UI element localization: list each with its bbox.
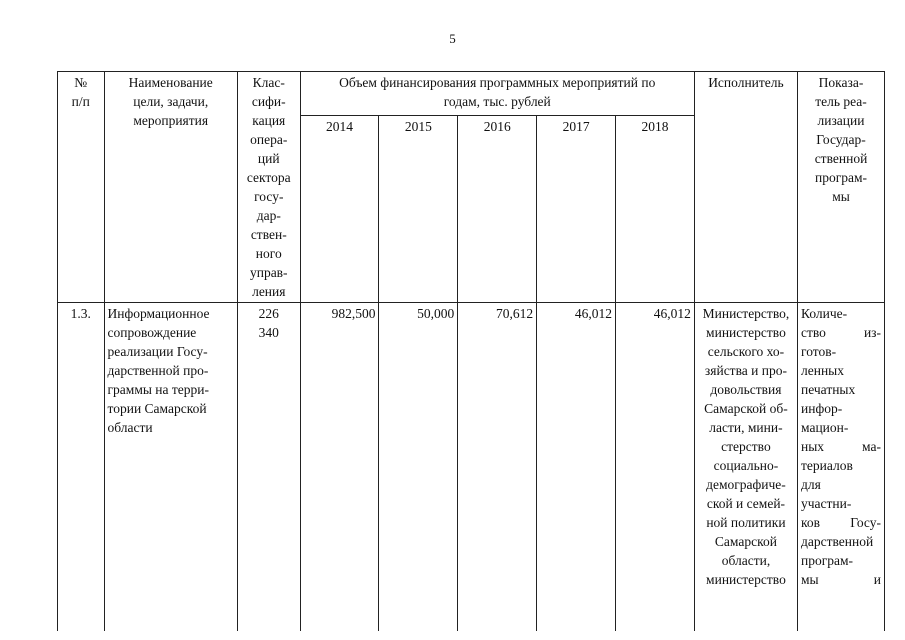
- year-2014: 2014: [300, 116, 379, 303]
- header-classification: Клас- сифи- кация опера- ций сектора госу- дар- ствен- ного управ- ления: [237, 72, 300, 303]
- year-2018: 2018: [615, 116, 694, 303]
- row-class-codes: 226 340: [237, 303, 300, 632]
- table-row: [58, 303, 885, 632]
- year-2016: 2016: [458, 116, 537, 303]
- header-indicator: Показа- тель реа- лизации Государ- ственной програм- мы: [798, 72, 885, 303]
- header-financing: Объем финансирования программных мероприятий по годам, тыс. рублей: [300, 72, 694, 116]
- year-2017: 2017: [537, 116, 616, 303]
- header-number: № п/п: [58, 72, 105, 303]
- value-2017: 46,012: [537, 303, 616, 632]
- page-number: 5: [449, 31, 456, 46]
- value-2015: 50,000: [379, 303, 458, 632]
- header-row-top: [58, 72, 885, 116]
- program-table: [57, 71, 885, 631]
- value-2014: 982,500: [300, 303, 379, 632]
- header-executor: Исполнитель: [694, 72, 797, 303]
- row-executor: Министерство, министерство сельского хо- зяйства и про- довольствия Самарской об- ласти, мини- стерство социально- демографиче- ской и семей- ной политики Самарской области, министерство: [694, 303, 797, 632]
- row-indicator: Количе- ство из- готов- ленных печатных инфор- мацион- ных ма- териалов для участни- ков Госу- дарственной програм- мы и: [798, 303, 885, 632]
- header-name: Наименование цели, задачи, мероприятия: [104, 72, 237, 303]
- value-2018: 46,012: [615, 303, 694, 632]
- value-2016: 70,612: [458, 303, 537, 632]
- row-number: 1.3.: [58, 303, 105, 632]
- year-2015: 2015: [379, 116, 458, 303]
- row-name: Информационное сопровождение реализации Госу- дарственной про- граммы на терри- тории Самарской области: [104, 303, 237, 632]
